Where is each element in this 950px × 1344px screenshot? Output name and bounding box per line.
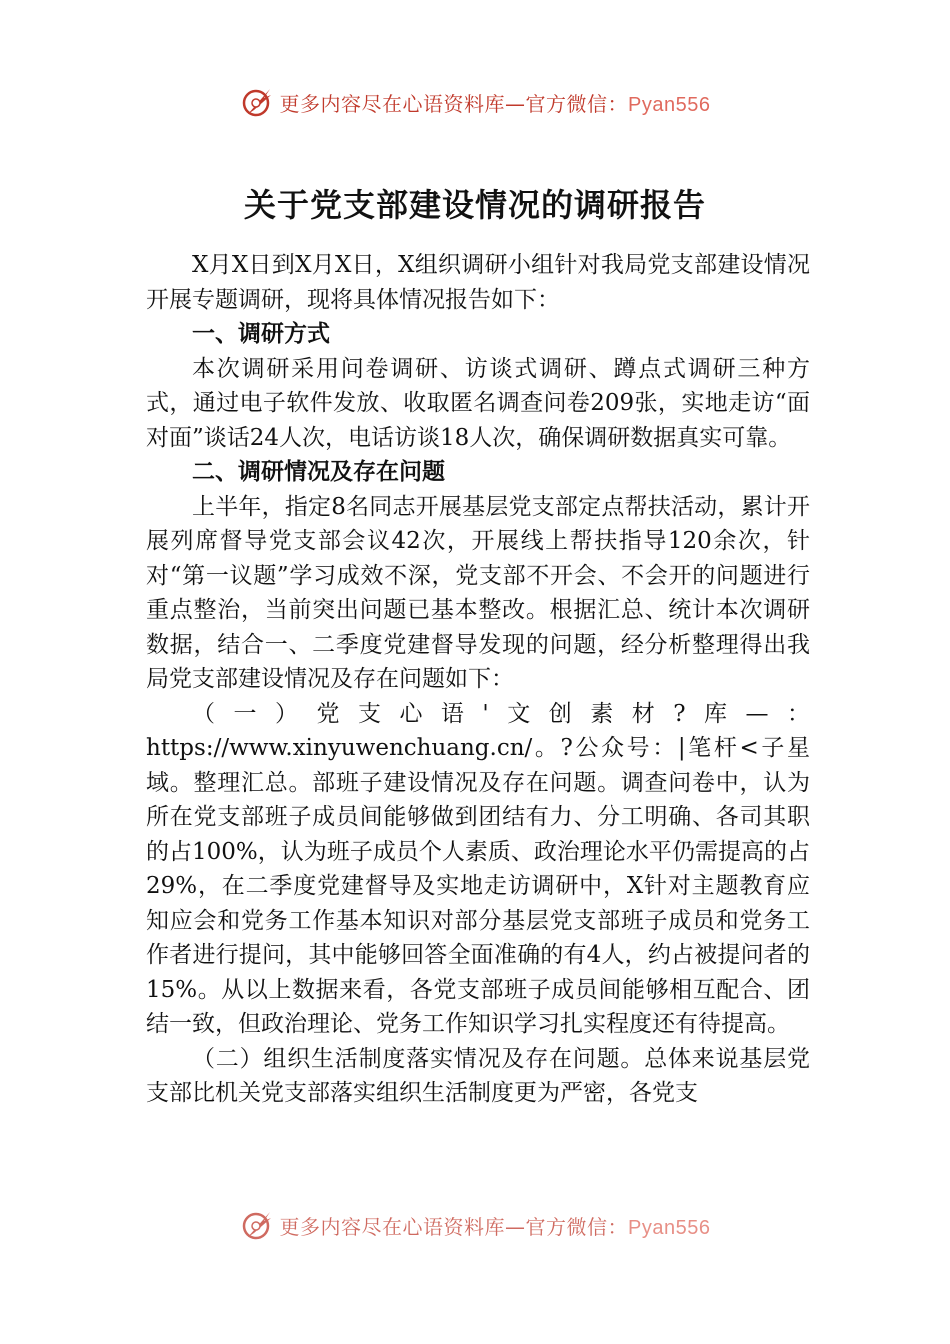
watermark-text: 更多内容尽在心语资料库—官方微信：Pyan556 (279, 1214, 711, 1239)
methods-paragraph: 本次调研采用问卷调研、访谈式调研、蹲点式调研三种方式，通过电子软件发放、收取匿名调查问卷209张，实地走访“面对面”谈话24人次，电话访谈18人次，确保调研数据真实可靠。 (146, 355, 810, 451)
document-body (146, 248, 810, 1111)
watermark-wechat-id: Pyan556 (628, 1216, 711, 1239)
document-title: 关于党支部建设情况的调研报告 (243, 186, 706, 224)
intro-paragraph: X月X日到X月X日，X组织调研小组针对我局党支部建设情况开展专题调研，现将具体情况报告如下： (146, 252, 810, 313)
findings-paragraph: 上半年，指定8名同志开展基层党支部定点帮扶活动，累计开展列席督导党支部会议42次，开展线上帮扶指导120余次，针对“第一议题”学习成效不深，党支部不开会、不会开的问题进行重点整治，当前突出问题已基本整改。根据汇总、统计本次调研数据，结合一、二季度党建督导发现的问题，经分析整理得出我局党支部建设情况及存在问题如下： (146, 493, 810, 692)
quill-logo-icon (240, 1207, 276, 1243)
watermark-wechat-id: Pyan556 (628, 93, 711, 116)
subsection-leadership-paragraph: （一）党支心语'文创素材?库—：https://www.xinyuwenchuang.cn/。?公众号：|笔杆<子星域。整理汇总。部班子建设情况及存在问题。调查问卷中，认为所在党支部班子成员间能够做到团结有力、分工明确、各司其职的占100%，认为班子成员个人素质、政治理论水平仍需提高的占29%，在二季度党建督导及实地走访调研中，X针对主题教育应知应会和党务工作基本知识对部分基层党支部班子成员和党务工作者进行提问，其中能够回答全面准确的有4人，约占被提问者的15%。从以上数据来看，各党支部班子成员间能够相互配合、团结一致，但政治理论、党务工作知识学习扎实程度还有待提高。 (146, 700, 810, 1037)
watermark-text: 更多内容尽在心语资料库—官方微信：Pyan556 (279, 91, 711, 116)
section-heading-findings: 二、调研情况及存在问题 (192, 459, 445, 485)
section-heading-methods: 一、调研方式 (192, 321, 330, 347)
watermark-banner-top (0, 82, 950, 122)
subsection-organization-paragraph: （二）组织生活制度落实情况及存在问题。总体来说基层党支部比机关党支部落实组织生活制度更为严密，各党支 (146, 1045, 810, 1106)
quill-logo-icon (240, 84, 276, 120)
watermark-banner-bottom (0, 1205, 950, 1245)
